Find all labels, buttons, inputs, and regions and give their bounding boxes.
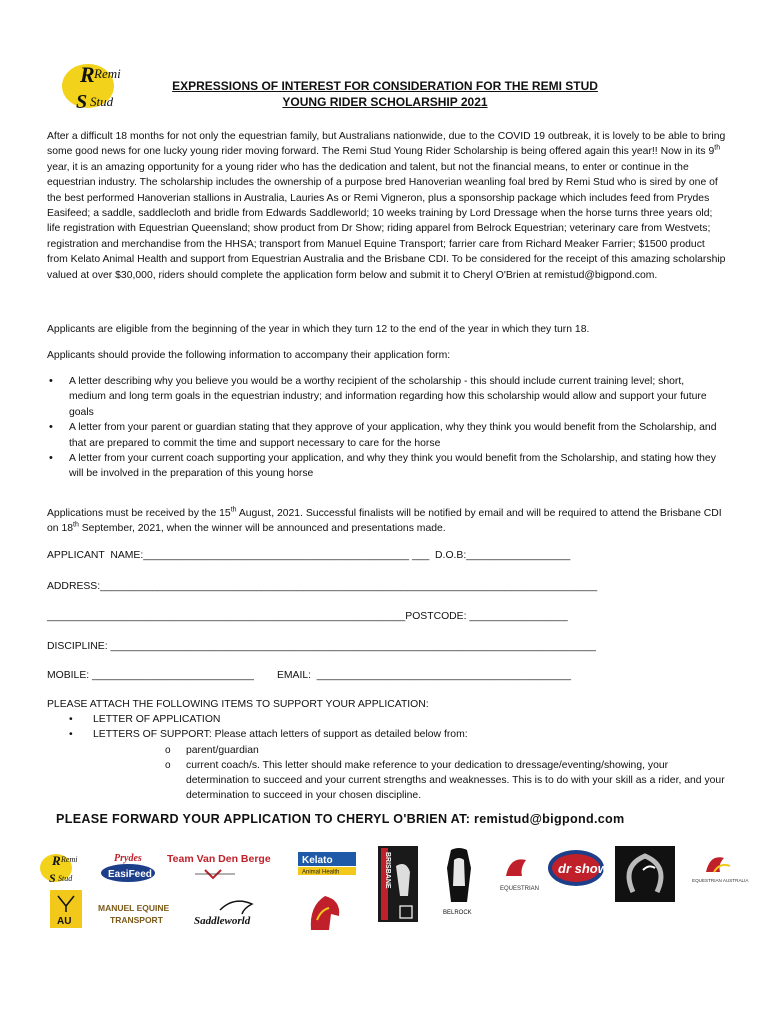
svg-text:MANUEL EQUINE: MANUEL EQUINE: [98, 903, 170, 913]
requirement-item: • A letter from your current coach supporting your application, and why they think you would benefit from the Scholarship, and stating how they will be involved in the preparation of this young horse: [47, 451, 722, 482]
title-line-2: YOUNG RIDER SCHOLARSHIP 2021: [282, 95, 488, 109]
intro-sup: th: [714, 144, 721, 152]
remi-stud-sponsor-logo: [38, 848, 90, 888]
svg-text:EQUESTRIAN: EQUESTRIAN: [500, 886, 540, 892]
attach-sub-item: o parent/guardian: [47, 743, 737, 758]
attach-item: [47, 712, 737, 727]
svg-text:Team Van Den Berge: Team Van Den Berge: [167, 853, 271, 865]
intro-paragraph: [47, 129, 727, 283]
deadline-text-1: Applications must be received by the 15: [47, 508, 231, 519]
forward-instruction: PLEASE FORWARD YOUR APPLICATION TO CHERYL O'BRIEN AT: remistud@bigpond.com: [56, 812, 625, 826]
kelato-logo: [298, 852, 356, 876]
svg-text:EQUESTRIAN AUSTRALIA: EQUESTRIAN AUSTRALIA: [692, 878, 749, 883]
sponsor-logos: [0, 838, 770, 938]
svg-text:S: S: [49, 871, 56, 885]
title-line-1: EXPRESSIONS OF INTEREST FOR CONSIDERATION FOR THE REMI STUD: [172, 79, 598, 93]
attach-section: [47, 697, 737, 803]
svg-text:Stud: Stud: [90, 94, 114, 109]
eligibility-paragraph: Applicants are eligible from the beginning of the year in which they turn 12 to the end of the year in which they turn 18.: [47, 324, 590, 335]
deadline-sup-2: th: [73, 521, 79, 529]
team-van-den-berge-logo: [165, 850, 270, 882]
saddleworld-logo: [190, 896, 270, 930]
remi-stud-logo: [58, 56, 144, 118]
requirement-item: • A letter describing why you believe you would be a worthy recipient of the scholarship - this should include current training level; short, medium and long term goals in the equestrian industry; and information regarding how this scholarship would allow and support your future goals: [47, 374, 722, 420]
dr-show-logo: [496, 846, 608, 894]
svg-text:BELROCK: BELROCK: [443, 910, 472, 916]
postcode-field[interactable]: ______________________________________________________________POSTCODE: _________________: [47, 611, 568, 622]
svg-text:Remi: Remi: [94, 66, 121, 81]
horseshoe-logo: [615, 846, 675, 902]
attach-item: [47, 727, 737, 742]
requirement-item: • A letter from your parent or guardian stating that they approve of your application, why they think you would benefit from the Scholarship, and that are prepared to commit the time and support necessary to care for the horse: [47, 420, 722, 451]
svg-text:dr show: dr show: [558, 861, 608, 876]
deadline-paragraph: [47, 506, 727, 537]
page-title: [150, 78, 620, 110]
svg-text:Stud: Stud: [58, 874, 73, 883]
attach-item-label: LETTER OF APPLICATION: [93, 714, 221, 726]
svg-text:Saddleworld: Saddleworld: [194, 915, 251, 927]
svg-text:EasiFeed: EasiFeed: [108, 869, 152, 880]
deadline-text-3: September, 2021, when the winner will be announced and presentations made.: [78, 523, 446, 535]
horse-head-logo: [303, 890, 347, 934]
svg-text:Kelato: Kelato: [302, 855, 333, 866]
deadline-text-2: August, 2021. Successful finalists will be notified by email and will be required to attend the Brisbane CDI on 18: [47, 508, 722, 535]
discipline-field[interactable]: DISCIPLINE: ____________________________________________________________________________________: [47, 641, 596, 652]
address-field[interactable]: ADDRESS:______________________________________________________________________________________: [47, 581, 598, 592]
should-provide-paragraph: Applicants should provide the following information to accompany their application form:: [47, 350, 451, 361]
brisbane-cdi-logo: [378, 846, 418, 922]
intro-text-2: year, it is an amazing opportunity for a young rider who has the dedication and talent, but not the financial means, to enter or continue in the equestrian industry. The scholarship includes the ownership of a purpose bred Hanoverian weanling foal bred by Remi Stud who is sired by one of the best performed Hanoverian stallions in Australia, Lauries As or Remi Vigneron, plus a sponsorship package which includes feed from Prydes Easifeed; a saddle, saddlecloth and bridle from Edwards Saddleworld; 10 weeks training by Lord Dressage when the horse turns three years old; life registration with Equestrian Queensland; show product from Dr Show; riding apparel from Belrock Equestrian; veterinary care from Westvets; registration and merchandise from the HHSA; transport from Manuel Equine Transport; farrier care from Richard Meaker Farrier; $1500 product from Kelato Animal Health and support from Equestrian Australia and the Brisbane CDI. To be considered for the receipt of this amazing scholarship valued at over $30,000, riders should complete the application form below and submit it to Cheryl O'Brien at remistud@bigpond.com.: [47, 161, 726, 281]
svg-text:AU: AU: [57, 916, 72, 927]
svg-text:R: R: [80, 62, 95, 87]
manuel-equine-transport-logo: [96, 900, 174, 928]
attach-item-label: LETTERS OF SUPPORT: Please attach letters of support as detailed below from:: [93, 729, 468, 741]
belrock-logo: [437, 846, 481, 922]
svg-text:R: R: [52, 853, 61, 868]
svg-text:Remi: Remi: [61, 855, 78, 864]
attach-heading: PLEASE ATTACH THE FOLLOWING ITEMS TO SUPPORT YOUR APPLICATION:: [47, 699, 429, 710]
svg-text:TRANSPORT: TRANSPORT: [110, 915, 163, 925]
attach-sub-item: o current coach/s. This letter should make reference to your dedication to dressage/eventing/showing, your determination to succeed and your current strengths and weaknesses. This is to do with your skill as a rider, and your determination to succeed in your chosen discipline.: [47, 758, 726, 804]
prydes-easifeed-logo: [100, 850, 160, 884]
equestrian-australia-logo: [690, 848, 749, 888]
svg-text:S: S: [76, 91, 88, 113]
mobile-email-field[interactable]: MOBILE: ____________________________ EMAIL: ____________________________________________: [47, 670, 572, 681]
svg-text:Prydes: Prydes: [114, 853, 142, 864]
au-logo: [50, 890, 82, 928]
intro-text-1: After a difficult 18 months for not only the equestrian family, but Australians nationwide, due to the COVID 19 outbreak, it is lovely to be able to bring some good news for one lucky young rider moving forward. The Remi Stud Young Rider Scholarship is being offered again this year!! Now in its 9: [47, 131, 726, 158]
svg-text:BRISBANE: BRISBANE: [384, 852, 391, 889]
requirements-list: [47, 374, 722, 482]
applicant-name-field[interactable]: APPLICANT NAME:______________________________________________ ___ D.O.B:__________________: [47, 550, 571, 561]
svg-text:Animal Health: Animal Health: [302, 869, 340, 876]
deadline-sup-1: th: [230, 506, 237, 514]
